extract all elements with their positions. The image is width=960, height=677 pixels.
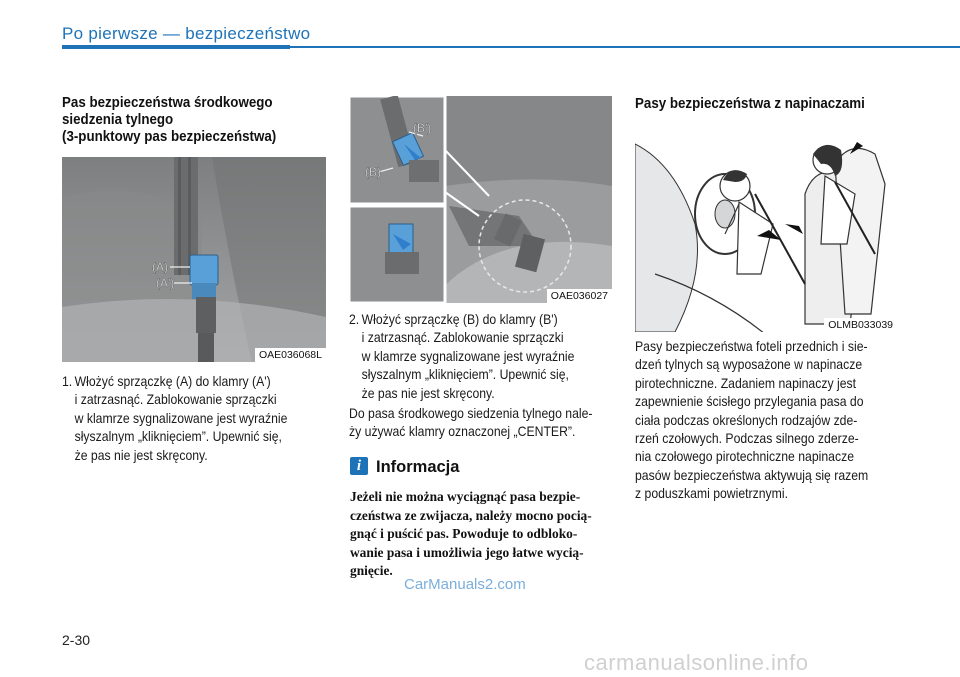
step-number: 1.: [62, 374, 73, 389]
step-line: słyszalnym „kliknięciem”. Upewnić się,: [74, 429, 282, 445]
para-line: rzeń czołowych. Podczas silnego zderze-: [635, 431, 859, 447]
label-a-prime: (A'): [156, 276, 175, 290]
center-buckle-note: [349, 405, 612, 442]
step-line: słyszalnym „kliknięciem”. Upewnić się,: [361, 367, 569, 383]
info-line: czeństwa ze zwijacza, należy mocno pocią-: [350, 507, 592, 523]
note-line: Do pasa środkowego siedzenia tylnego nale-: [349, 406, 593, 421]
instruction-step-2: [349, 311, 614, 406]
info-title: Informacja: [376, 458, 460, 476]
info-line: Jeżeli nie można wyciągnąć pasa bezpie-: [350, 489, 581, 504]
para-line: nia czołowego pirotechniczne napinacze: [635, 449, 855, 465]
instruction-step-1: [62, 373, 327, 468]
info-body: [350, 488, 612, 581]
step-number: 2.: [349, 312, 360, 327]
step-line: i zatrzasnąć. Zablokowanie sprzączki: [74, 392, 277, 408]
info-line: gnięcie.: [350, 563, 393, 579]
para-line: ciała podczas określonych rodzajów zde-: [635, 412, 858, 428]
pretensioner-illustration: [635, 124, 897, 332]
step-line: że pas nie jest skręcony.: [74, 447, 208, 463]
step-line: w klamrze sygnalizowane jest wyraźnie: [361, 348, 575, 364]
step-line: że pas nie jest skręcony.: [361, 385, 495, 401]
figure-code: OLMB033039: [824, 318, 897, 332]
info-icon: i: [350, 457, 368, 475]
para-line: Pasy bezpieczeństwa foteli przednich i sie-: [635, 339, 868, 354]
center-seat-belt-heading: [62, 95, 320, 146]
figure-pretensioner: [635, 124, 897, 332]
buckle-b-illustration: [349, 96, 612, 303]
note-line: ży używać klamry oznaczonej „CENTER”.: [349, 424, 576, 440]
step-line: Włożyć sprzączkę (B) do klamry (B'): [361, 312, 558, 327]
label-a: (A): [152, 260, 168, 274]
footer-watermark: carmanualsonline.info: [584, 650, 809, 675]
label-b: (B): [365, 165, 381, 179]
label-b-prime: (B'): [413, 121, 432, 135]
figure-buckle-a: [62, 157, 326, 362]
figure-buckle-b: [349, 96, 612, 303]
step-line: i zatrzasnąć. Zablokowanie sprzączki: [361, 330, 564, 346]
carmanuals-watermark: CarManuals2.com: [404, 576, 526, 593]
info-line: gnąć i puścić pas. Powoduje to odbloko-: [350, 526, 578, 542]
para-line: pirotechniczne. Zadaniem napinaczy jest: [635, 375, 857, 391]
buckle-a-illustration: [62, 157, 326, 362]
heading-line: (3-punktowy pas bezpieczeństwa): [62, 129, 277, 145]
figure-code: OAE036027: [547, 289, 612, 303]
para-line: zapewnienie ścisłego przylegania pasa do: [635, 394, 864, 410]
heading-line: siedzenia tylnego: [62, 112, 174, 128]
page-number: 2-30: [62, 632, 91, 648]
para-line: dzeń tylnych są wyposażone w napinacze: [635, 357, 863, 373]
pretensioner-heading: [635, 96, 893, 113]
section-header-title: Po pierwsze — bezpieczeństwo: [62, 24, 311, 43]
para-line: pasów bezpieczeństwa aktywują się razem: [635, 467, 869, 483]
step-line: Włożyć sprzączkę (A) do klamry (A'): [74, 374, 271, 389]
header-rule-accent: [62, 45, 290, 49]
info-line: wanie pasa i umożliwia jego łatwe wycią-: [350, 544, 584, 560]
figure-code: OAE036068L: [255, 348, 326, 362]
step-line: w klamrze sygnalizowane jest wyraźnie: [74, 410, 288, 426]
heading-line: Pas bezpieczeństwa środkowego: [62, 95, 273, 111]
heading-line: Pasy bezpieczeństwa z napinaczami: [635, 96, 865, 112]
pretensioner-description: [635, 338, 896, 504]
para-line: z poduszkami powietrznymi.: [635, 486, 788, 502]
